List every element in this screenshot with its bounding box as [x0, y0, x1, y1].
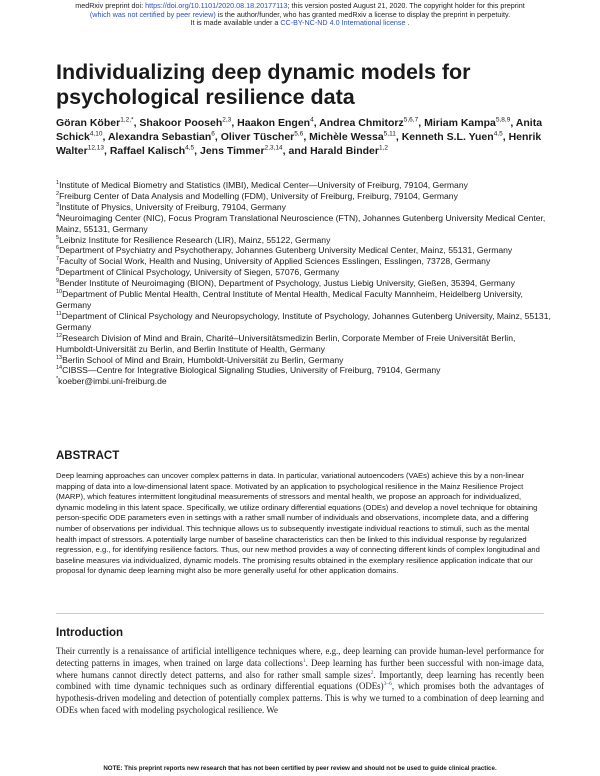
author-separator: ,: [510, 117, 516, 129]
affiliation-number: 1: [56, 180, 60, 187]
author-affiliation-marker: 4,5: [185, 144, 195, 152]
author-affiliation-marker: 5,6,7: [403, 116, 419, 124]
author-affiliation-marker: 2,3,14: [264, 144, 283, 152]
affiliation-item: [56, 191, 552, 202]
affiliation-item: [56, 311, 552, 333]
license-link[interactable]: CC-BY-NC-ND 4.0 International license: [280, 18, 406, 28]
author-affiliation-marker: 5,11: [383, 130, 396, 138]
affiliation-list: [56, 180, 552, 387]
affiliation-number: 6: [56, 245, 60, 252]
affiliation-text: Institute of Physics, University of Freiburg, 79104, Germany: [59, 201, 286, 212]
corresponding-email[interactable]: koeber@imbi.uni-freiburg.de: [58, 376, 167, 387]
author-separator: ,: [418, 117, 425, 129]
author-affiliation-marker: 6: [211, 130, 215, 138]
affiliation-text: Berlin School of Mind and Brain, Humboldt-Universität zu Berlin, Germany: [62, 354, 344, 365]
author-affiliation-marker: 4: [310, 116, 314, 124]
citation-ref[interactable]: 3–6: [383, 681, 392, 688]
affiliation-number: 14: [56, 365, 63, 372]
author-name: Harald Binder: [310, 145, 379, 157]
peer-review-link[interactable]: (which was not certified by peer review): [89, 9, 216, 19]
abstract-heading: ABSTRACT: [56, 450, 120, 462]
affiliation-item: [56, 365, 552, 376]
author-separator: , and: [282, 145, 311, 157]
author-list: [56, 116, 552, 158]
author-name: Haakon Engen: [237, 117, 311, 129]
author-affiliation-marker: 4,5: [493, 130, 503, 138]
doi-link[interactable]: https://doi.org/10.1101/2020.08.18.20177113: [145, 1, 288, 10]
affiliation-text: Department of Public Mental Health, Central Institute of Mental Health, Medical Faculty Mannheim, Heidelberg University, Germany: [56, 289, 523, 310]
paper-title: Individualizing deep dynamic models for psychological resilience data: [56, 60, 471, 109]
affiliation-text: Bender Institute of Neuroimaging (BION), Department of Psychology, Justus Liebig University, Gießen, 35394, Germany: [59, 278, 515, 289]
author-affiliation-marker: 1,2,*: [120, 116, 134, 124]
affiliation-text: Freiburg Center of Data Analysis and Modelling (FDM), University of Freiburg, Freiburg, 79104, Germany: [59, 190, 458, 201]
affiliation-text: Department of Psychiatry and Psychotherapy, Johannes Gutenberg University Medical Center, Mainz, 55131, Germany: [59, 245, 513, 256]
author-separator: ,: [395, 131, 402, 143]
author-name: Anita Schick: [56, 117, 543, 143]
banner-line-1: medRxiv preprint doi: https://doi.org/10.1101/2020.08.18.20177113; this version posted August 21, 2020. The copyright holder for this preprint: [75, 1, 525, 10]
banner-line-2: (which was not certified by peer review) is the author/funder, who has granted medRxiv a license to display the preprint in perpetuity.: [89, 9, 511, 19]
author-affiliation-marker: 5,6: [294, 130, 304, 138]
banner-line-3: It is made available under a CC-BY-NC-ND 4.0 International license .: [190, 18, 410, 28]
author-affiliation-marker: 4,10: [89, 130, 103, 138]
affiliation-number: 7: [56, 256, 60, 263]
affiliation-item: [56, 376, 552, 387]
preprint-note: NOTE: This preprint reports new research that has not been certified by peer review and should not be used to guide clinical practice.: [103, 765, 497, 772]
affiliation-item: [56, 267, 552, 278]
author-name: Kenneth S.L. Yuen: [401, 131, 494, 143]
author-separator: ,: [303, 131, 310, 143]
affiliation-number: 9: [56, 278, 60, 285]
author-name: Miriam Kampa: [424, 117, 496, 129]
author-separator: ,: [231, 117, 238, 129]
affiliation-text: Leibniz Institute for Resilience Research (LIR), Mainz, 55122, Germany: [59, 234, 331, 245]
author-name: Henrik Walter: [56, 131, 542, 157]
author-separator: ,: [102, 131, 108, 143]
affiliation-number: 4: [56, 212, 60, 219]
affiliation-number: 5: [56, 234, 60, 241]
affiliation-text: Institute of Medical Biometry and Statistics (IMBI), Medical Center—University of Freiburg, 79104, Germany: [59, 180, 468, 190]
affiliation-item: [56, 333, 552, 355]
affiliation-number: 3: [56, 201, 60, 208]
author-name: Oliver Tüscher: [220, 131, 295, 143]
author-name: Alexandra Sebastian: [107, 131, 212, 143]
affiliation-item: [56, 256, 552, 267]
author-separator: ,: [194, 145, 200, 157]
author-name: Göran Köber: [56, 117, 121, 129]
section-divider: [56, 613, 544, 614]
author-name: Raffael Kalisch: [109, 145, 186, 157]
affiliation-text: Neuroimaging Center (NIC), Focus Program Translational Neuroscience (FTN), Johannes Gutenberg University Medical Center, Mainz, 55131, Germany: [56, 212, 546, 234]
affiliation-number: 10: [56, 289, 63, 296]
affiliation-item: [56, 245, 552, 256]
affiliation-text: Department of Clinical Psychology, University of Siegen, 57076, Germany: [59, 267, 340, 278]
affiliation-number: 2: [56, 191, 60, 198]
abstract-text: Deep learning approaches can uncover complex patterns in data. In particular, variational autoencoders (VAEs) achieve this by a non-linear mapping of data into a low-dimensional latent space. Motivated by an application to psychological resilience in the Mainz Resilience Project (MARP), which features intermittent longitudinal measurements of stressors and mental health, we propose an approach for individualized, dynamic modeling in this latent space. Specifically, we utilize ordinary differential equations (ODEs) and develop a novel technique for obtaining person-specific ODE parameters even in settings with a rather small number of individuals and observations, incomplete data, and a differing number of observations per individual. This technique allows us to subsequently investigate individual reactions to stimuli, such as the mental health impact of stressors. A potentially large number of baseline characteristics can then be linked to this individual response by regularized regression, e.g., for identifying resilience factors. Thus, our new method provides a way of connecting different kinds of complex longitudinal and baseline measures via individualized, dynamic models. The promising results obtained in the exemplary resilience application indicate that our proposal for dynamic deep learning might also be more generally useful for other application domains.: [56, 471, 540, 576]
affiliation-number: 8: [56, 267, 60, 274]
author-separator: ,: [133, 117, 140, 129]
preprint-banner: [0, 2, 600, 28]
affiliation-text: Faculty of Social Work, Health and Nusing, University of Applied Sciences Esslingen, Esslingen, 73728, Germany: [59, 256, 491, 267]
author-separator: ,: [313, 117, 320, 129]
affiliation-item: [56, 235, 552, 246]
affiliation-item: [56, 355, 552, 366]
affiliation-text: Research Division of Mind and Brain, Charité–Universitätsmedizin Berlin, Corporate Member of Freie Universität Berlin, Humboldt-Universität zu Berlin, and Berlin Institute of Health, Germany: [56, 332, 516, 354]
author-affiliation-marker: 1,2: [378, 144, 388, 152]
affiliation-item: [56, 278, 552, 289]
author-name: Shakoor Pooseh: [139, 117, 223, 129]
affiliation-number: 13: [56, 354, 63, 361]
author-name: Michèle Wessa: [309, 131, 384, 143]
introduction-text: Their currently is a renaissance of artificial intelligence techniques where, e.g., deep learning can provide human-level performance for detecting patterns in images, when trained on large data collections$^1$. Deep learning has further been successful with non-image data, where humans cannot directly detect patterns, and also for rather small sample sizes$^2$. Importantly, deep learning has recently been combined with time dynamic techniques such as ordinary differential equations (ODEs)$^{3-6}$, which promises both the advantages of hypothesis-driven modeling and detection of potentially complex patterns. This is why we turned to a combination of deep learning and ODEs when faced with modeling psychological resilience. We: [56, 646, 544, 715]
affiliation-text: CIBSS—Centre for Integrative Biological Signaling Studies, University of Freiburg, 79104, Germany: [62, 365, 441, 376]
affiliation-item: [56, 180, 552, 191]
author-name: Jens Timmer: [200, 145, 265, 157]
affiliation-text: Department of Clinical Psychology and Neuropsychology, Institute of Psychology, Johannes Gutenberg University, Mainz, 55131, Germany: [56, 310, 551, 332]
affiliation-item: [56, 213, 552, 235]
author-name: Andrea Chmitorz: [319, 117, 404, 129]
author-separator: ,: [502, 131, 509, 143]
citation-ref[interactable]: 1: [302, 657, 306, 664]
author-separator: ,: [214, 131, 221, 143]
affiliation-number: *: [56, 376, 59, 383]
author-affiliation-marker: 2,3: [222, 116, 232, 124]
affiliation-item: [56, 289, 552, 311]
author-affiliation-marker: 5,8,9: [495, 116, 511, 124]
author-affiliation-marker: 12,13: [87, 144, 104, 152]
citation-ref[interactable]: 2: [370, 669, 374, 676]
affiliation-number: 11: [56, 311, 62, 318]
author-separator: ,: [103, 145, 110, 157]
affiliation-item: [56, 202, 552, 213]
affiliation-number: 12: [56, 332, 63, 339]
introduction-heading: Introduction: [56, 627, 124, 639]
